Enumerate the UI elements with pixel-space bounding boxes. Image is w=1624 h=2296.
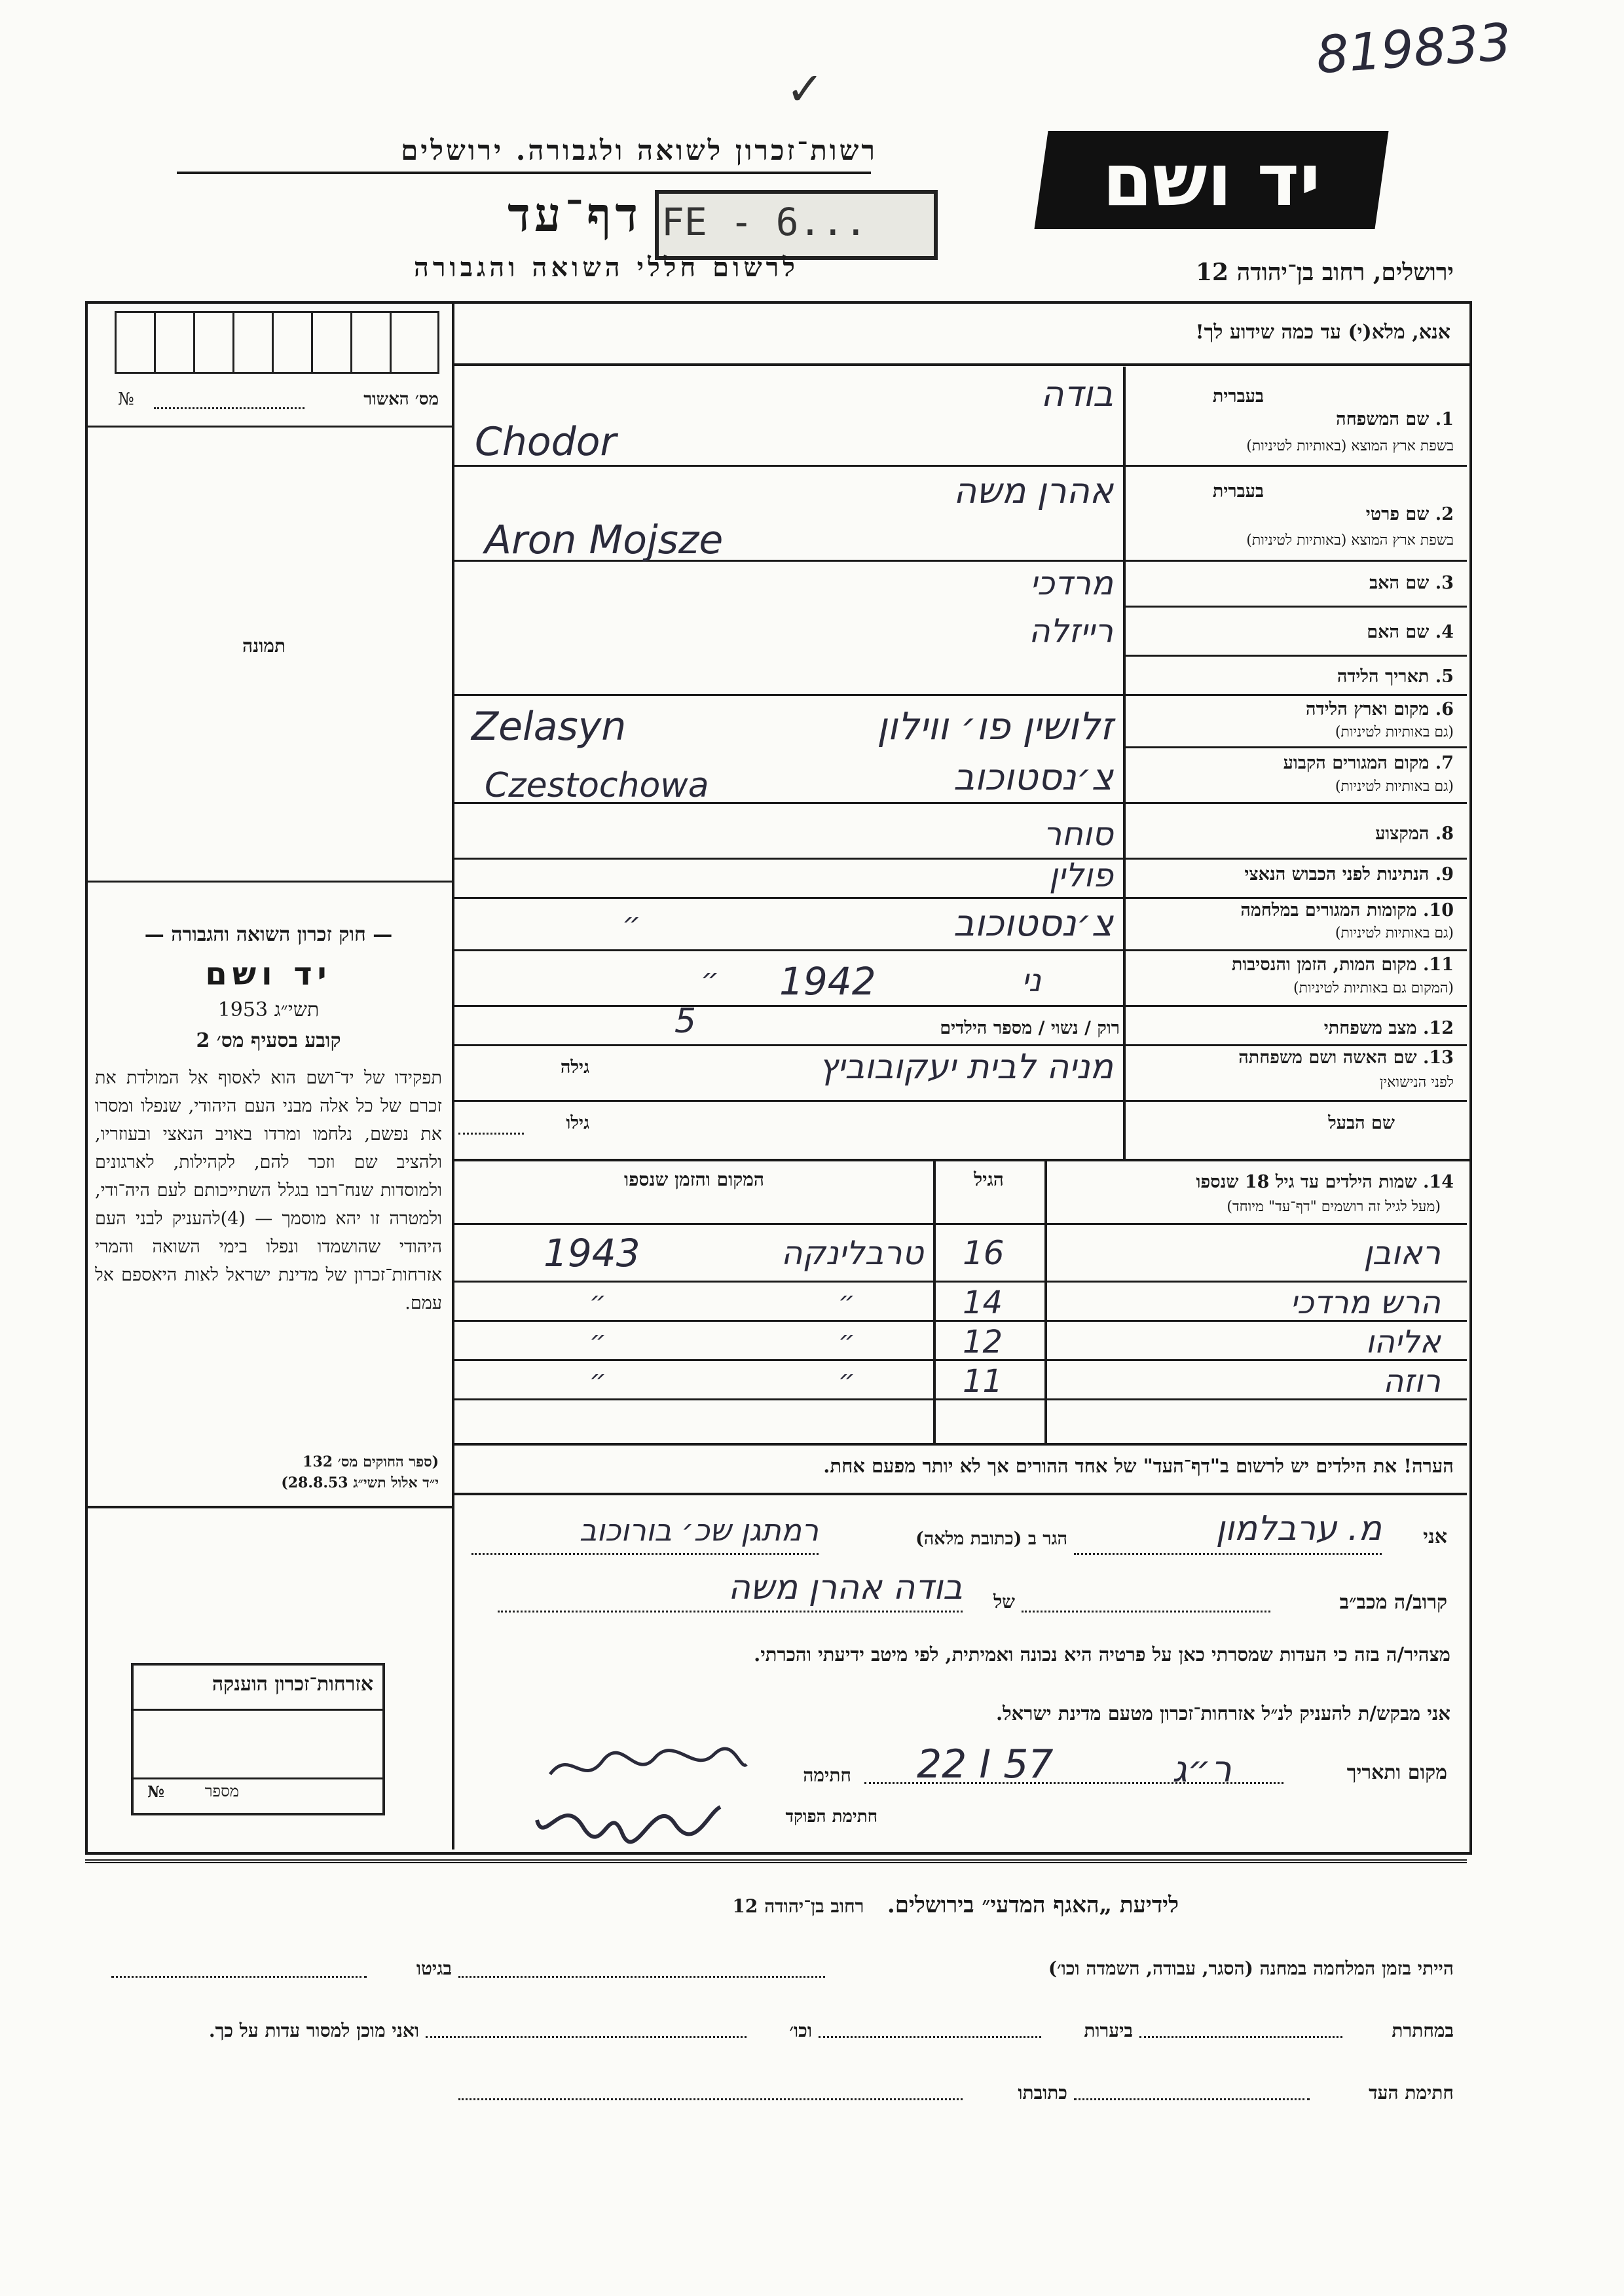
citizenship-title: אזרחות־זכרון הוענקה — [212, 1673, 373, 1696]
photo-label: תמונה — [242, 635, 286, 657]
witness-signature[interactable] — [544, 1735, 753, 1794]
children-col-age: הגיל — [974, 1169, 1004, 1190]
decl-relative-label: קרוב/ה מכב״ב — [1339, 1591, 1447, 1614]
field-9-label — [1139, 864, 1454, 884]
field-10-value[interactable]: צ׳נסטוכוב — [953, 902, 1113, 945]
field-3-num: 3. — [1435, 573, 1454, 593]
footer-line2-a: במחתרת — [1392, 2020, 1454, 2041]
field-10-num: 10. — [1423, 900, 1454, 920]
field-11-ditto: ״ — [701, 962, 720, 996]
field-11-sub: (המקום גם באותיות לטיניות) — [1293, 980, 1454, 996]
law-clause: קובע בסעיף מס׳ 2 — [196, 1029, 341, 1052]
footer-line3-a: חתימת העד — [1369, 2082, 1454, 2104]
field-7-value-latin[interactable]: Czestochowa — [485, 766, 709, 805]
field-7-value-he[interactable]: צ׳נסטוכוב — [953, 756, 1113, 799]
footer-line1-a: הייתי בזמן המלחמה במחנה (הסגר, עבודה, השמדה וכו׳) — [1048, 1958, 1454, 1979]
decl-officer-label: חתימת הפוקד — [785, 1807, 877, 1827]
form-intro: אנא, מלא(י) עד כמה שידוע לך! — [1195, 321, 1450, 344]
field-13-num: 13. — [1423, 1048, 1454, 1068]
children-num: 14. — [1423, 1172, 1454, 1192]
field-2-text: שם פרטי — [1365, 504, 1430, 524]
child-name-4[interactable]: רוזה — [1382, 1363, 1441, 1400]
field-6-num: 6. — [1435, 699, 1454, 720]
approval-label: מס׳ האשור — [363, 390, 439, 409]
field-11-value[interactable]: 1942 — [779, 959, 876, 1004]
field-13-value[interactable]: מניה לבית יעקובוביץ — [819, 1048, 1113, 1087]
decl-place[interactable]: ר״ג — [1172, 1748, 1232, 1791]
footer-line2-d: ואני מוכן למסור עדות על כך. — [208, 2020, 419, 2041]
child-year-2: ״ — [589, 1286, 606, 1317]
field-11-text: מקום המות, הזמן והנסיבות — [1231, 955, 1417, 975]
footer-title-row — [393, 1892, 1179, 1918]
children-label — [1061, 1172, 1454, 1192]
field-10-ditto: ״ — [622, 907, 641, 940]
field-2-value-latin[interactable]: Aron Mojsze — [485, 517, 724, 563]
child-age-4[interactable]: 11 — [963, 1363, 1003, 1400]
children-sub: (מעל לגיל זה רושמים "דף־עד" מיוחד) — [1227, 1199, 1441, 1215]
decl-statement: מצהיר/ה בזה כי העדות שמסרתי כאן על פרטיה היא נכונה ואמיתית, לפי מיטב ידיעתי והכרתי. — [754, 1643, 1450, 1666]
field-1-value-he[interactable]: בודה — [1041, 373, 1113, 414]
footer-title: לידיעת „האגף המדעי״ בירושלים. — [887, 1892, 1179, 1918]
field-9-num: 9. — [1435, 864, 1454, 884]
child-age-1[interactable]: 16 — [963, 1234, 1005, 1272]
child-place-4: ״ — [838, 1365, 855, 1395]
citizenship-no: № — [147, 1782, 165, 1801]
child-year-1[interactable]: 1943 — [544, 1231, 640, 1275]
note: הערה! את הילדים יש לרשום ב"דף־העד" של אחד ההורים אך לא יותר מפעם אחת. — [823, 1455, 1454, 1477]
form-subtitle: לרשום חללי השואה והגבורה — [413, 252, 799, 283]
field-10-label — [1133, 900, 1454, 920]
latin-label-1: בשפת ארץ המוצא (באותיות לטיניות) — [1246, 438, 1454, 454]
field-10-sub: (גם באותיות לטיניות) — [1335, 925, 1454, 941]
child-year-3: ״ — [589, 1326, 606, 1356]
field-6-value-latin[interactable]: Zelasyn — [471, 704, 627, 750]
field-10-text: מקומות המגורים במלחמה — [1240, 900, 1417, 920]
decl-i-value[interactable]: מ. ערבלמון — [1215, 1509, 1382, 1548]
law-year: תשי״ג 1953 — [217, 998, 320, 1021]
child-age-3[interactable]: 12 — [963, 1324, 1003, 1360]
footer-line2-c: וכו׳ — [789, 2020, 812, 2041]
approval-boxes — [115, 311, 442, 373]
field-11-label — [1133, 955, 1454, 975]
field-5-label — [1153, 666, 1454, 687]
field-11-num: 11. — [1423, 955, 1454, 975]
field-4-num: 4. — [1435, 622, 1454, 642]
field-12-options: רוק / נשוי / מספר הילדים — [940, 1018, 1120, 1038]
field-12-label — [1153, 1018, 1454, 1038]
field-9-text: הנתינות לפני הכבוש הנאצי — [1244, 864, 1430, 884]
field-8-label — [1153, 824, 1454, 844]
decl-of-label: של — [993, 1591, 1015, 1613]
stamp-number: FE - 6... — [661, 200, 868, 244]
decl-resides: הגר ב (כתובת מלאה) — [915, 1529, 1067, 1549]
field-12-num: 12. — [1423, 1018, 1454, 1038]
check-mark: ✓ — [786, 62, 824, 116]
authority-line: רשות־זכרון לשואה ולגבורה. ירושלים — [401, 134, 877, 166]
children-col-place: המקום והזמן שנספו — [624, 1169, 764, 1190]
decl-of-value[interactable]: בודה אהרן משה — [728, 1568, 963, 1607]
field-4-label — [1153, 622, 1454, 642]
field-6-sub: (גם באותיות לטיניות) — [1335, 724, 1454, 740]
field-6-text: מקום וארץ הלידה — [1306, 699, 1430, 720]
decl-place-date-label: מקום ותאריך — [1346, 1761, 1447, 1784]
address: ירושלים, רחוב בן־יהודה 12 — [1195, 259, 1454, 286]
decl-signature-label: חתימה — [803, 1764, 851, 1786]
hebrew-label-2: בעברית — [1212, 481, 1264, 501]
child-name-3[interactable]: אליהו — [1365, 1324, 1441, 1360]
law-source-2: י״ד אלול תשי״ג 28.8.53) — [281, 1474, 439, 1491]
decl-date[interactable]: 22 I 57 — [917, 1741, 1054, 1787]
field-2-label — [1153, 504, 1454, 524]
field-1-value-latin[interactable]: Chodor — [475, 419, 617, 465]
law-source-1: (ספר החוקים מס׳ 132 — [303, 1453, 439, 1470]
law-text: תפקידו של יד־ושם הוא לאסוף אל המולדת את זכרם של כל אלה מבני העם היהודי, שנפלו ומסרו את נפשם, נלחמו ומרדו באויב הנאצי ובעוזריו, ולהציב שם וזכר להם, לקהילות, לארגונים ולמוסדות שנח־רבו בגלל השתייכותם לעם היה־ודי, ולמטרה זו יהא מוסמך — (4)להעניק לבני העם היהודי שהושמדו ונפלו בימי השואה והמרי אזרחות־זכרון של מדינת ישראל לאות היאספם אל עמם. — [95, 1068, 443, 1313]
decl-i-label: אני — [1423, 1525, 1447, 1548]
field-12-children-count[interactable]: 5 — [674, 1002, 697, 1041]
field-8-text: המקצוע — [1375, 824, 1430, 844]
field-2-num: 2. — [1435, 504, 1454, 524]
field-3-text: שם האב — [1369, 573, 1430, 593]
yad-vashem-logo: יד ושם — [1102, 138, 1321, 222]
child-year-4: ״ — [589, 1365, 606, 1395]
field-1-num: 1. — [1435, 409, 1454, 429]
form-title: דף־עד — [507, 187, 642, 242]
hebrew-label-1: בעברית — [1212, 386, 1264, 407]
field-1-text: שם המשפחה — [1336, 409, 1430, 429]
husband-label: שם הבעל — [1328, 1113, 1395, 1133]
field-3-label — [1153, 573, 1454, 593]
child-age-2[interactable]: 14 — [963, 1285, 1003, 1321]
field-5-num: 5. — [1435, 666, 1454, 687]
field-8-value[interactable]: סוחר — [1043, 815, 1113, 853]
field-9-value[interactable]: פולין — [1048, 856, 1113, 894]
children-title: שמות הילדים עד גיל 18 שנספו — [1196, 1172, 1417, 1192]
field-7-text: מקום המגורים הקבוע — [1283, 753, 1430, 773]
officer-signature[interactable] — [524, 1787, 733, 1853]
latin-label-2: בשפת ארץ המוצא (באותיות לטיניות) — [1246, 532, 1454, 549]
field-1-label — [1153, 409, 1454, 429]
archive-number: 819833 — [1314, 12, 1513, 86]
field-6-value-he[interactable]: זלושין פו׳ ווילון — [877, 704, 1113, 748]
field-13-sub: לפני הנישואין — [1379, 1074, 1454, 1091]
field-4-value[interactable]: רייזלה — [1029, 612, 1113, 650]
field-5-text: תאריך הלידה — [1337, 666, 1430, 687]
field-13-text: שם האשה ושם משפחתה — [1238, 1048, 1417, 1068]
field-11-value-pre: ני — [1022, 962, 1041, 999]
field-13-age-label: גילה — [560, 1057, 589, 1078]
footer-address: רחוב בן־יהודה 12 — [732, 1895, 864, 1917]
field-3-value[interactable]: מרדכי — [1029, 564, 1113, 602]
child-name-2[interactable]: הרש מרדכי — [1290, 1285, 1441, 1321]
field-7-label — [1153, 753, 1454, 773]
footer-line3-b: כתובתו — [1018, 2082, 1067, 2104]
law-logo: יד ושם — [205, 956, 332, 993]
child-place-1[interactable]: טרבלינקה — [781, 1234, 923, 1272]
decl-request: אני מבקש/ת להעניק לנ״ל אזרחות־זכרון מטעם מדינת ישראל. — [996, 1702, 1450, 1724]
law-title: — חוק זכרון השואה והגבורה — — [144, 923, 393, 946]
field-7-num: 7. — [1435, 753, 1454, 773]
field-12-text: מצב משפחתי — [1323, 1018, 1417, 1038]
field-2-value-he[interactable]: אהרן משה — [953, 470, 1113, 511]
field-8-num: 8. — [1435, 824, 1454, 844]
child-place-3: ״ — [838, 1326, 855, 1356]
citizenship-number-label: מספר — [204, 1782, 239, 1800]
footer-line2-b: ביערות — [1084, 2020, 1133, 2041]
field-4-text: שם האם — [1367, 622, 1430, 642]
field-6-label — [1153, 699, 1454, 720]
approval-no: № — [118, 390, 134, 409]
child-name-1[interactable]: ראובן — [1363, 1234, 1441, 1272]
field-7-sub: (גם באותיות לטיניות) — [1335, 778, 1454, 795]
footer-line1-b: בגיטו — [416, 1958, 452, 1979]
decl-address[interactable]: רמתגן שכ׳ בורוכוב — [579, 1512, 819, 1548]
field-13-label — [1133, 1048, 1454, 1068]
child-place-2: ״ — [838, 1286, 855, 1317]
husband-age-label: גילו — [566, 1113, 589, 1133]
